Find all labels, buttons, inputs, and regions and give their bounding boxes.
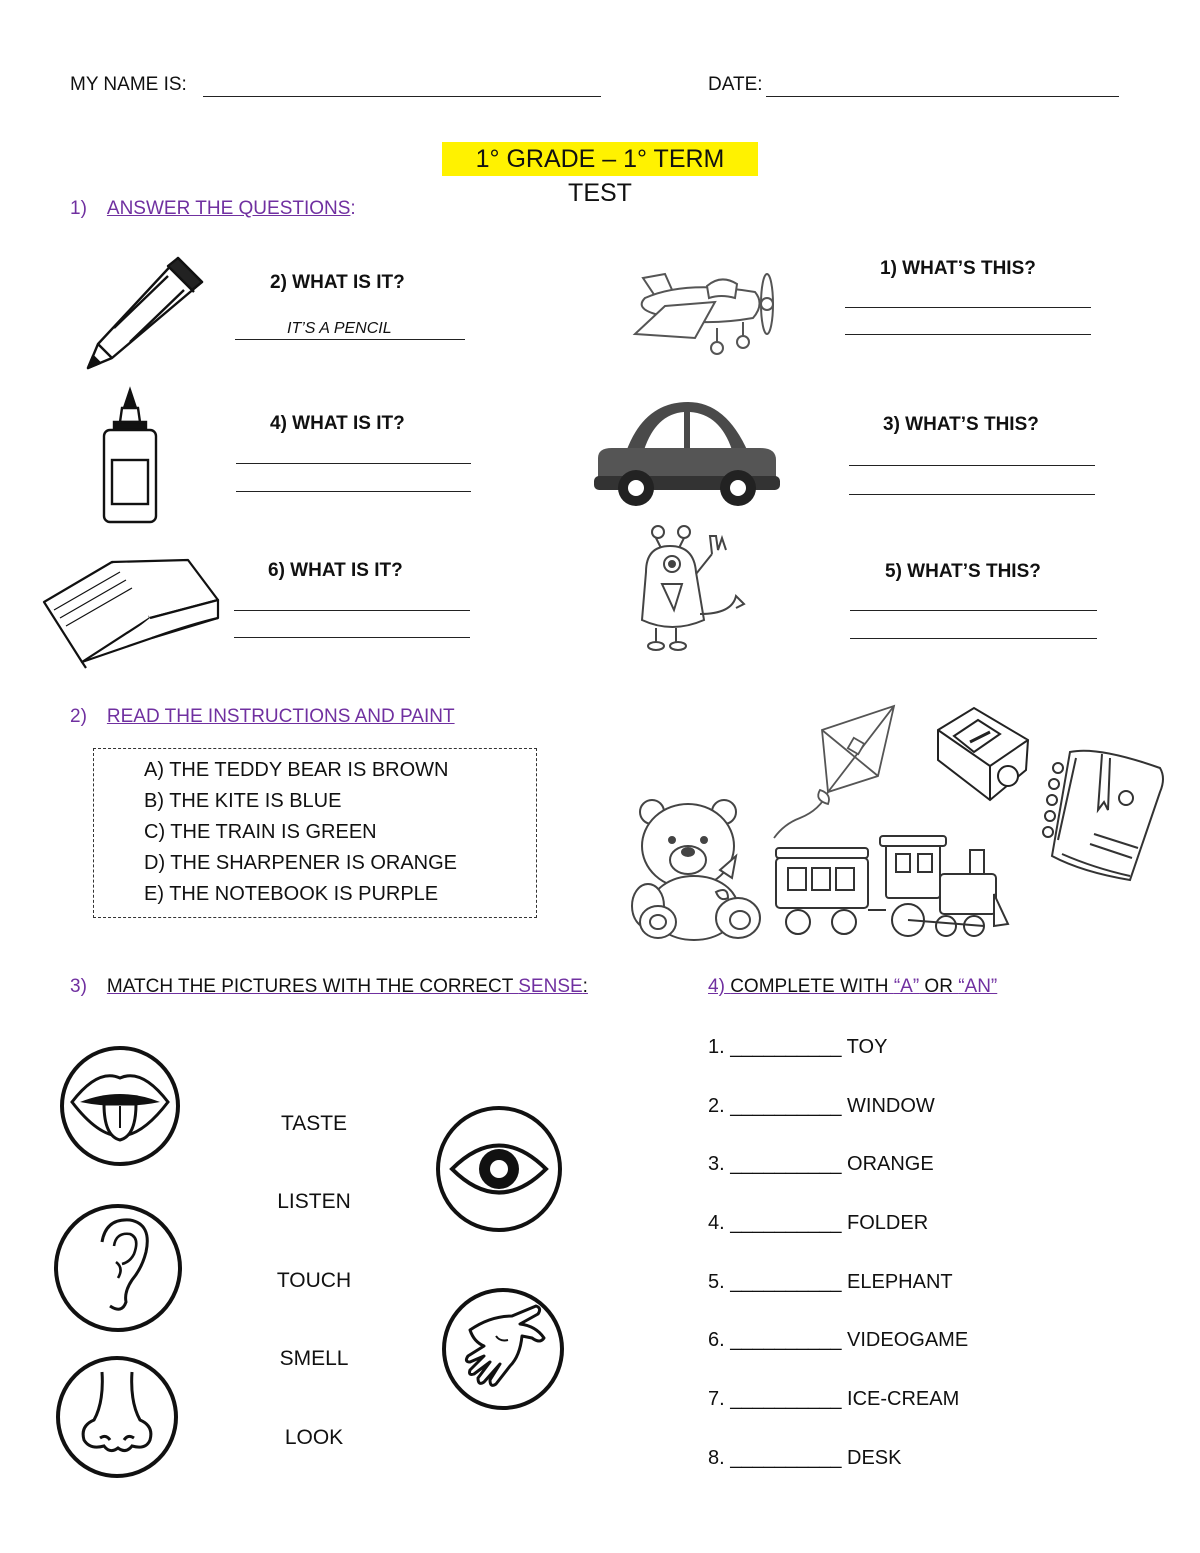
complete-item-4[interactable]: 4. __________ FOLDER [708, 1212, 929, 1234]
section4-heading [708, 976, 997, 998]
instruction-c: C) THE TRAIN IS GREEN [144, 821, 377, 843]
book-icon [42, 558, 220, 668]
answer-1-line-a[interactable] [845, 307, 1091, 308]
instructions-box [93, 748, 537, 918]
section4-title-a: “A” [893, 976, 920, 997]
glue-bottle-icon [100, 388, 160, 526]
answer-4-line-b[interactable] [236, 491, 471, 492]
question-2: 2) WHAT IS IT? [270, 272, 405, 293]
instruction-b: B) THE KITE IS BLUE [144, 790, 342, 812]
complete-item-6[interactable]: 6. __________ VIDEOGAME [708, 1329, 969, 1351]
sharpener-icon [934, 706, 1032, 806]
answer-6-line-a[interactable] [234, 610, 470, 611]
answer-4-line-a[interactable] [236, 463, 471, 464]
section4-title-an: “AN” [958, 976, 998, 997]
section3-title: MATCH THE PICTURES WITH THE CORRECT [106, 976, 519, 997]
section1-heading [70, 198, 356, 220]
answer-5-line-a[interactable] [850, 610, 1097, 611]
sense-smell: SMELL [279, 1347, 349, 1370]
section2-title: READ THE INSTRUCTIONS AND PAINT [106, 706, 455, 727]
section2-heading [70, 706, 455, 728]
complete-item-3[interactable]: 3. __________ ORANGE [708, 1153, 934, 1175]
section4-number: 4) [708, 976, 725, 997]
page-title: 1° GRADE – 1° TERM TEST [442, 142, 758, 176]
question-6: 6) WHAT IS IT? [268, 560, 403, 581]
complete-item-5[interactable]: 5. __________ ELEPHANT [708, 1271, 953, 1293]
date-label: DATE: [708, 74, 763, 95]
airplane-icon [625, 258, 785, 358]
answer-2: IT’S A PENCIL [287, 320, 392, 337]
section1-title: ANSWER THE QUESTIONS [106, 198, 351, 219]
name-label: MY NAME IS: [70, 74, 187, 95]
section1-number: 1) [70, 198, 87, 219]
answer-1-line-b[interactable] [845, 334, 1091, 335]
sense-look: LOOK [284, 1426, 344, 1449]
sense-listen: LISTEN [277, 1190, 351, 1213]
section3-heading [70, 976, 588, 998]
answer-3-line-b[interactable] [849, 494, 1095, 495]
name-field[interactable] [203, 96, 601, 97]
section2-number: 2) [70, 706, 87, 727]
train-icon [774, 834, 1010, 946]
monster-icon [632, 524, 756, 652]
answer-6-line-b[interactable] [234, 637, 470, 638]
section4-title: COMPLETE WITH [730, 976, 894, 997]
notebook-icon [1042, 744, 1166, 884]
question-5: 5) WHAT’S THIS? [885, 561, 1041, 582]
ear-icon [52, 1202, 184, 1334]
section4-title-or: OR [919, 976, 959, 997]
section1-colon: : [350, 198, 356, 219]
instruction-a: A) THE TEDDY BEAR IS BROWN [144, 759, 449, 781]
instruction-e: E) THE NOTEBOOK IS PURPLE [144, 883, 439, 905]
complete-item-1[interactable]: 1. __________ TOY [708, 1036, 888, 1058]
date-field[interactable] [766, 96, 1119, 97]
kite-icon [770, 700, 900, 840]
teddy-bear-icon [632, 798, 782, 944]
sense-touch: TOUCH [276, 1269, 352, 1292]
sense-taste: TASTE [280, 1112, 348, 1135]
section3-title-colon: : [582, 976, 588, 997]
question-4: 4) WHAT IS IT? [270, 413, 405, 434]
complete-item-8[interactable]: 8. __________ DESK [708, 1447, 902, 1469]
answer-2-line[interactable] [235, 339, 465, 340]
section3-number: 3) [70, 976, 87, 997]
complete-item-2[interactable]: 2. __________ WINDOW [708, 1095, 935, 1117]
instruction-d: D) THE SHARPENER IS ORANGE [144, 852, 458, 874]
nose-icon [54, 1354, 180, 1480]
car-icon [592, 398, 780, 510]
eye-icon [434, 1104, 564, 1234]
section3-title-sense: SENSE [518, 976, 583, 997]
question-1: 1) WHAT’S THIS? [880, 258, 1036, 279]
mouth-icon [58, 1044, 182, 1168]
answer-5-line-b[interactable] [850, 638, 1097, 639]
hand-icon [440, 1286, 566, 1412]
pencil-icon [86, 254, 206, 374]
question-3: 3) WHAT’S THIS? [883, 414, 1039, 435]
answer-3-line-a[interactable] [849, 465, 1095, 466]
complete-item-7[interactable]: 7. __________ ICE-CREAM [708, 1388, 960, 1410]
